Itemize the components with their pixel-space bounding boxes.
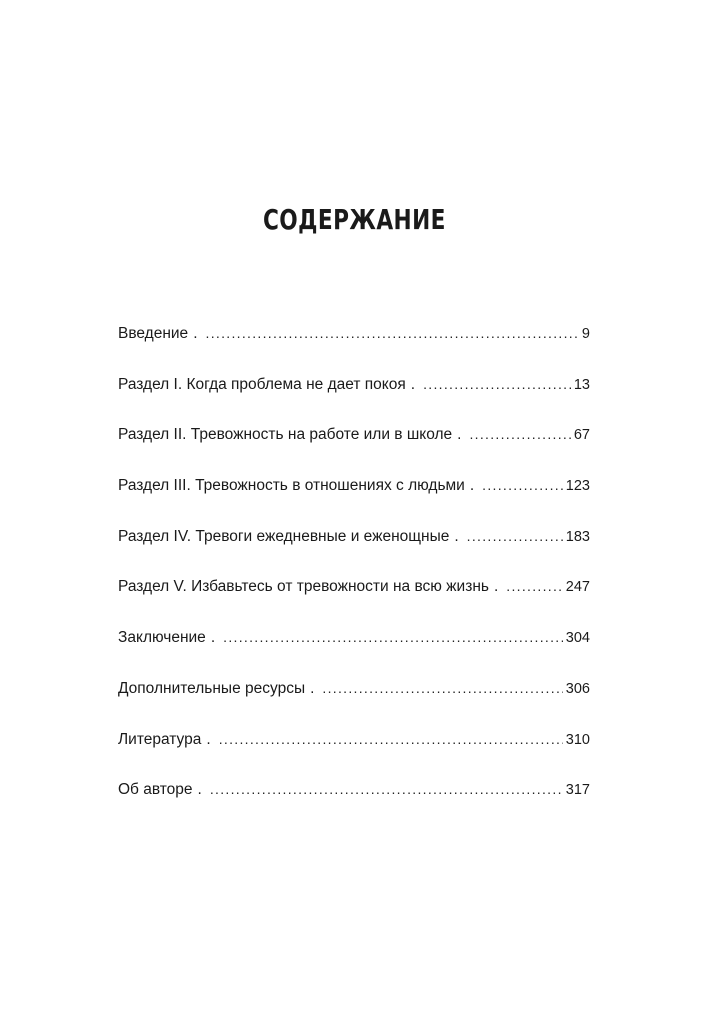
toc-entry-separator: . (210, 629, 216, 647)
toc-entry (118, 373, 590, 424)
toc-entry-label: Раздел I. Когда проблема не дает покоя (118, 375, 406, 393)
toc-entry (118, 677, 590, 728)
toc-entry-label: Раздел III. Тревожность в отношениях с людьми (118, 477, 465, 495)
toc-entry-separator: . (310, 679, 315, 697)
toc-entry-page-number: 306 (565, 680, 590, 697)
toc-entry-separator: . (469, 477, 475, 495)
page-title: СОДЕРЖАНИЕ (262, 203, 446, 236)
toc-entry (118, 778, 590, 829)
toc-entry-separator: . (454, 527, 459, 545)
toc-dot-leader (206, 322, 579, 344)
toc-entry-label: Литература (118, 730, 202, 748)
toc-dot-leader (467, 525, 563, 547)
toc-entry-label: Раздел V. Избавьтесь от тревожности на всю жизнь (118, 578, 489, 596)
toc-entry-page-number: 13 (573, 376, 590, 393)
toc-entry-label: Дополнительные ресурсы (118, 679, 306, 697)
toc-entry-page-number: 310 (565, 731, 590, 748)
toc-entry-page-number: 9 (581, 326, 590, 342)
toc-dot-leader (482, 474, 563, 496)
toc-entry-label: Заключение (118, 629, 206, 647)
toc-entry (118, 423, 590, 474)
toc-entry-page-number: 67 (573, 427, 590, 444)
toc-entry (118, 575, 590, 626)
toc-dot-leader (219, 728, 563, 750)
toc-dot-leader (223, 626, 563, 648)
toc-entry-label: Раздел IV. Тревоги ежедневные и еженощные (118, 527, 450, 545)
toc-entry (118, 322, 590, 373)
table-of-contents (118, 322, 590, 829)
toc-dot-leader (469, 423, 570, 445)
toc-entry-page-number: 123 (565, 478, 590, 495)
toc-entry (118, 626, 590, 677)
toc-entry-label: Введение (118, 325, 189, 342)
toc-entry-page-number: 304 (565, 630, 590, 647)
toc-entry (118, 728, 590, 779)
toc-entry-page-number: 183 (565, 528, 590, 545)
toc-entry (118, 525, 590, 576)
toc-dot-leader (210, 778, 563, 800)
toc-entry-separator: . (193, 325, 198, 342)
toc-entry-page-number: 247 (565, 579, 590, 596)
toc-entry (118, 474, 590, 525)
toc-entry-label: Об авторе (118, 781, 193, 799)
toc-dot-leader (322, 677, 562, 699)
toc-entry-separator: . (206, 730, 211, 748)
toc-entry-page-number: 317 (565, 782, 590, 799)
toc-entry-separator: . (197, 781, 202, 799)
toc-dot-leader (423, 373, 571, 395)
toc-dot-leader (506, 575, 563, 597)
toc-entry-label: Раздел II. Тревожность на работе или в школе (118, 426, 453, 444)
toc-entry-separator: . (493, 578, 499, 596)
toc-entry-separator: . (457, 426, 462, 444)
toc-entry-separator: . (410, 375, 416, 393)
